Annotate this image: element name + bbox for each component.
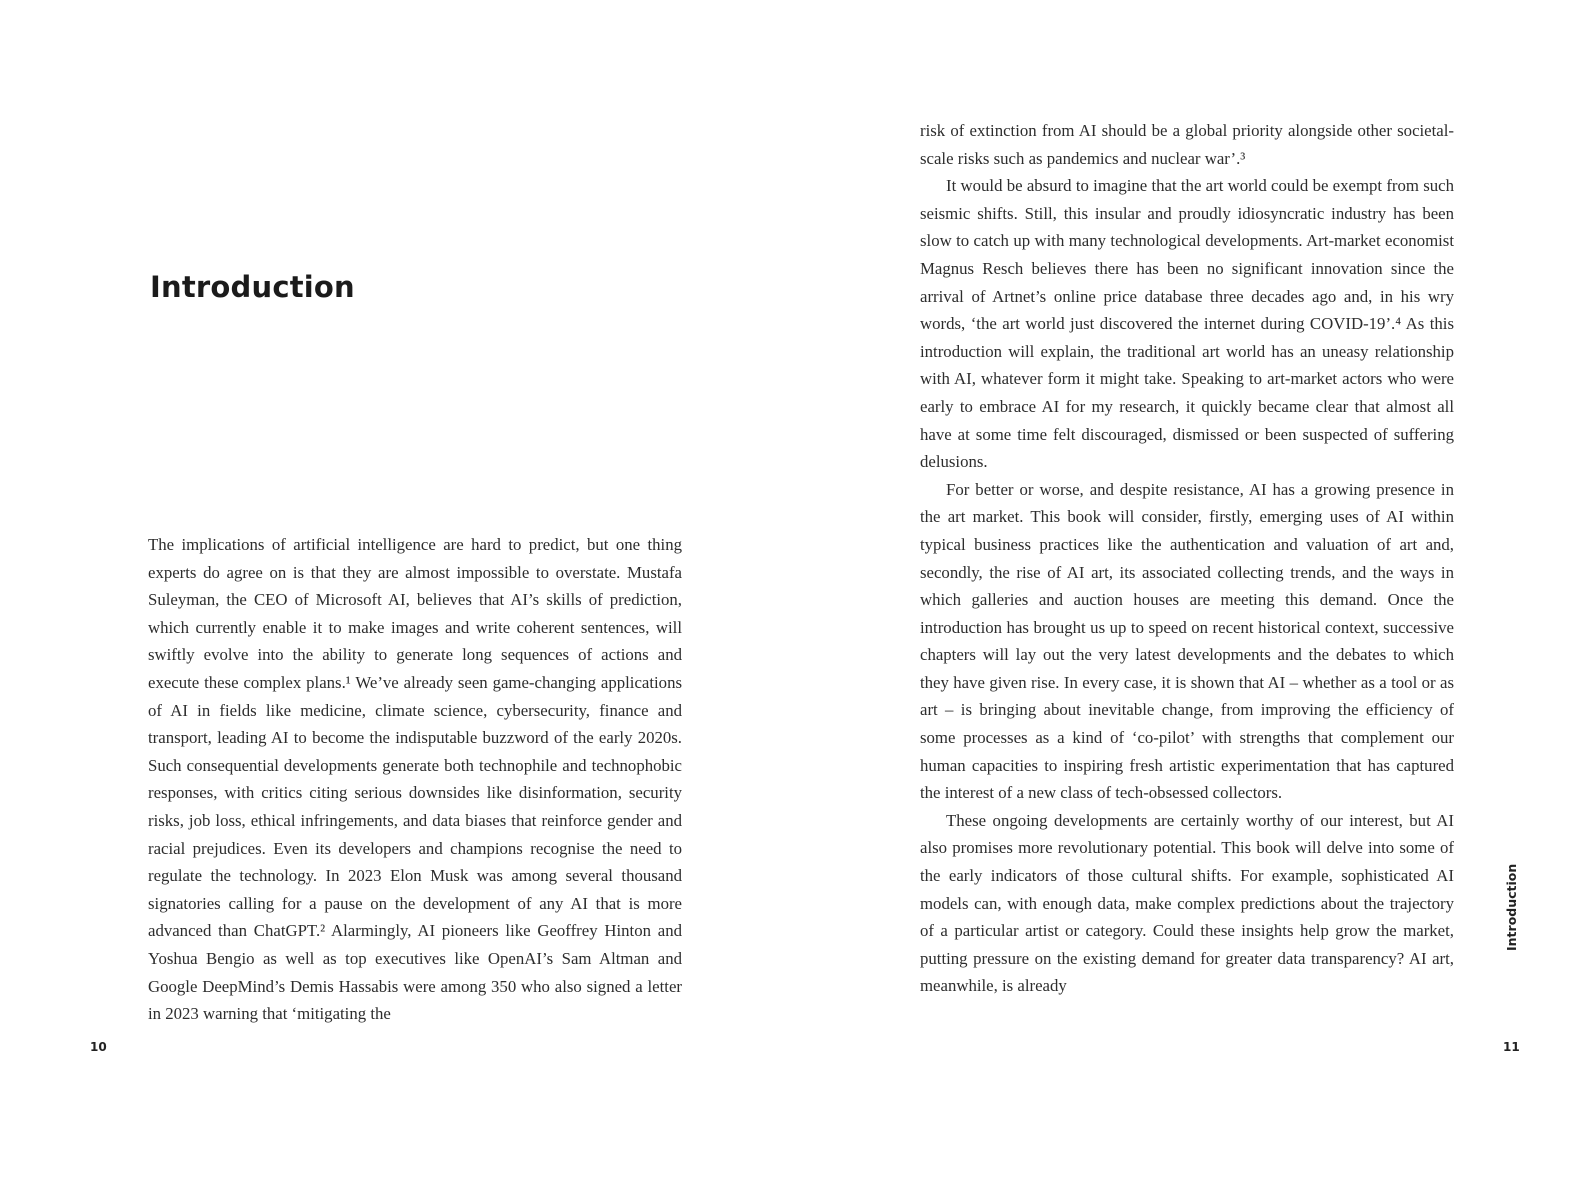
paragraph: These ongoing developments are certainly worthy of our interest, but AI also promises more revolutionary potential. This book will delve into some of the early indicators of those cultural shifts. For example, sophisticated AI models can, with enough data, make complex predictions about the trajectory of a particular artist or category. Could these insights help grow the market, putting pressure on the existing demand for greater data transparency? AI art, meanwhile, is already (920, 810, 1454, 996)
chapter-title: Introduction (150, 270, 355, 304)
paragraph: risk of extinction from AI should be a global priority alongside other societal-scale risks such as pandemics and nuclear war’.³ (920, 121, 1454, 168)
page-number: 11 (1503, 1040, 1520, 1054)
paragraph: The implications of artificial intelligence are hard to predict, but one thing experts do agree on is that they are almost impossible to overstate. Mustafa Suleyman, the CEO of Microsoft AI, believes that AI’s skills of prediction, which currently enable it to make images and write coherent sentences, will swiftly evolve into the ability to generate long sequences of actions and execute these complex plans.¹ We’ve already seen game-changing applications of AI in fields like medicine, climate science, cybersecurity, finance and transport, leading AI to become the indisputable buzzword of the early 2020s. Such consequential developments generate both technophile and technophobic responses, with critics citing serious downsides like disinformation, security risks, job loss, ethical infringements, and data biases that reinforce gender and racial prejudices. Even its developers and champions recognise the need to regulate the technology. In 2023 Elon Musk was among several thousand signatories calling for a pause on the development of any AI that is more advanced than ChatGPT.² Alarmingly, AI pioneers like Geoffrey Hinton and Yoshua Bengio as well as top executives like OpenAI’s Sam Altman and Google DeepMind’s Demis Hassabis were among 350 who also signed a letter in 2023 warning that ‘mitigating the (148, 535, 682, 1024)
page-number: 10 (90, 1040, 107, 1054)
paragraph: It would be absurd to imagine that the art world could be exempt from such seismic shifts. Still, this insular and proudly idiosyncratic industry has been slow to catch up with many technological developments. Art-market economist Magnus Resch believes there has been no significant innovation since the arrival of Artnet’s online price database three decades ago and, in his wry words, ‘the art world just discovered the internet during COVID-19’.⁴ As this introduction will explain, the traditional art world has an uneasy relationship with AI, whatever form it might take. Speaking to art-market actors who were early to embrace AI for my research, it quickly became clear that almost all have at some time felt discouraged, dismissed or been suspected of suffering delusions. (920, 176, 1454, 472)
left-text-column (148, 531, 682, 1028)
paragraph: For better or worse, and despite resistance, AI has a growing presence in the art market. This book will consider, firstly, emerging uses of AI within typical business practices like the authentication and valuation of art and, secondly, the rise of AI art, its associated collecting trends, and the ways in which galleries and auction houses are meeting this demand. Once the introduction has brought us up to speed on recent historical context, successive chapters will lay out the very latest developments and the debates to which they have given rise. In every case, it is shown that AI – whether as a tool or as art – is bringing about inevitable change, from improving the efficiency of some processes as a kind of ‘co-pilot’ with strengths that complement our human capacities to inspiring fresh artistic experimentation that has captured the interest of a new class of tech-obsessed collectors. (920, 479, 1454, 803)
running-head: Introduction (1504, 863, 1519, 951)
right-text-column (920, 117, 1454, 1000)
right-page (798, 0, 1596, 1189)
